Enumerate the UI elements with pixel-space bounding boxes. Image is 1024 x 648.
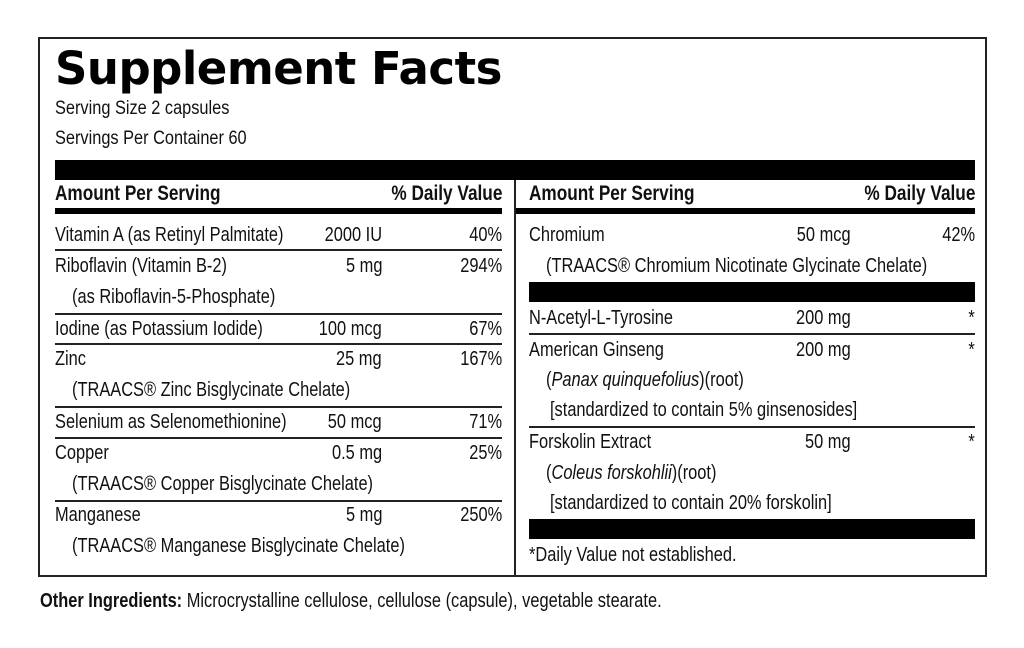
nutrient-dv: 250% bbox=[460, 504, 502, 526]
nutrient-name: Iodine (as Potassium Iodide) bbox=[55, 318, 263, 340]
left-header-amount: Amount Per Serving bbox=[55, 182, 221, 205]
left-header-dv: % Daily Value bbox=[390, 182, 502, 205]
plant-part: (root) bbox=[677, 462, 717, 484]
other-ingredients-text: Microcrystalline cellulose, cellulose (capsule), vegetable stearate. bbox=[182, 590, 662, 612]
servings-per-container: Servings Per Container 60 bbox=[55, 128, 247, 149]
standardization-note: [standardized to contain 5% ginsenosides] bbox=[550, 399, 858, 421]
nutrient-amount: 50 mcg bbox=[328, 411, 382, 433]
nutrient-amount: 25 mg bbox=[336, 348, 382, 370]
botanical-name: Coleus forskohlii bbox=[551, 462, 672, 484]
nutrient-name: Vitamin A (as Retinyl Palmitate) bbox=[55, 224, 284, 246]
supplement-facts-panel bbox=[38, 37, 987, 577]
nutrient-dv: 40% bbox=[469, 224, 502, 246]
nutrient-source: (Panax quinquefolius)(root) bbox=[546, 369, 744, 391]
nutrient-name: Manganese bbox=[55, 504, 141, 526]
nutrient-dv: 71% bbox=[469, 411, 502, 433]
nutrient-name: Chromium bbox=[529, 224, 605, 246]
nutrient-amount: 5 mg bbox=[345, 255, 382, 277]
nutrient-amount: 0.5 mg bbox=[331, 442, 382, 464]
nutrient-source: (TRAACS® Manganese Bisglycinate Chelate) bbox=[72, 535, 405, 557]
nutrient-name: Riboflavin (Vitamin B-2) bbox=[55, 255, 227, 277]
nutrient-amount: 200 mg bbox=[796, 339, 851, 361]
nutrient-dv: * bbox=[968, 307, 975, 329]
nutrient-name: Copper bbox=[55, 442, 109, 464]
row-divider bbox=[55, 406, 502, 408]
row-divider bbox=[55, 249, 502, 251]
nutrient-amount: 50 mg bbox=[805, 431, 851, 453]
row-divider bbox=[55, 313, 502, 315]
plant-part: (root) bbox=[704, 369, 744, 391]
row-divider bbox=[529, 426, 975, 428]
nutrient-amount: 50 mcg bbox=[797, 224, 851, 246]
right-header-bar bbox=[516, 208, 975, 214]
nutrient-source: (TRAACS® Copper Bisglycinate Chelate) bbox=[72, 473, 374, 495]
nutrient-source: (TRAACS® Zinc Bisglycinate Chelate) bbox=[72, 379, 351, 401]
nutrient-amount: 2000 IU bbox=[324, 224, 382, 246]
nutrient-amount: 200 mg bbox=[796, 307, 851, 329]
nutrient-dv: 167% bbox=[460, 348, 502, 370]
column-divider bbox=[514, 180, 516, 575]
nutrient-source: (as Riboflavin-5-Phosphate) bbox=[72, 286, 276, 308]
nutrient-dv: 67% bbox=[469, 318, 502, 340]
other-ingredients bbox=[40, 588, 662, 614]
other-ingredients-label: Other Ingredients: bbox=[40, 590, 183, 612]
row-divider bbox=[529, 333, 975, 335]
nutrient-dv: * bbox=[968, 339, 975, 361]
nutrient-dv: 42% bbox=[942, 224, 975, 246]
nutrient-name: American Ginseng bbox=[529, 339, 664, 361]
row-divider bbox=[55, 343, 502, 345]
nutrient-dv: 25% bbox=[469, 442, 502, 464]
bottom-bar bbox=[529, 519, 975, 539]
nutrient-name: N-Acetyl-L-Tyrosine bbox=[529, 307, 673, 329]
left-header-bar bbox=[55, 208, 502, 214]
nutrient-source: (TRAACS® Chromium Nicotinate Glycinate Chelate) bbox=[546, 255, 928, 277]
nutrient-amount: 100 mcg bbox=[319, 318, 382, 340]
right-header-amount: Amount Per Serving bbox=[529, 182, 695, 205]
nutrient-amount: 5 mg bbox=[345, 504, 382, 526]
section-bar bbox=[529, 282, 975, 302]
standardization-note: [standardized to contain 20% forskolin] bbox=[550, 492, 832, 514]
nutrient-source: (Coleus forskohlii)(root) bbox=[546, 462, 717, 484]
label-title: Supplement Facts bbox=[55, 42, 502, 95]
nutrient-name: Zinc bbox=[55, 348, 86, 370]
top-thick-bar bbox=[55, 160, 975, 180]
footnote: *Daily Value not established. bbox=[529, 544, 737, 566]
botanical-name: Panax quinquefolius bbox=[551, 369, 700, 391]
nutrient-dv: 294% bbox=[460, 255, 502, 277]
right-header-dv: % Daily Value bbox=[863, 182, 975, 205]
nutrient-dv: * bbox=[968, 431, 975, 453]
nutrient-name: Forskolin Extract bbox=[529, 431, 652, 453]
row-divider bbox=[55, 437, 502, 439]
serving-size: Serving Size 2 capsules bbox=[55, 98, 230, 119]
nutrient-name: Selenium as Selenomethionine) bbox=[55, 411, 287, 433]
